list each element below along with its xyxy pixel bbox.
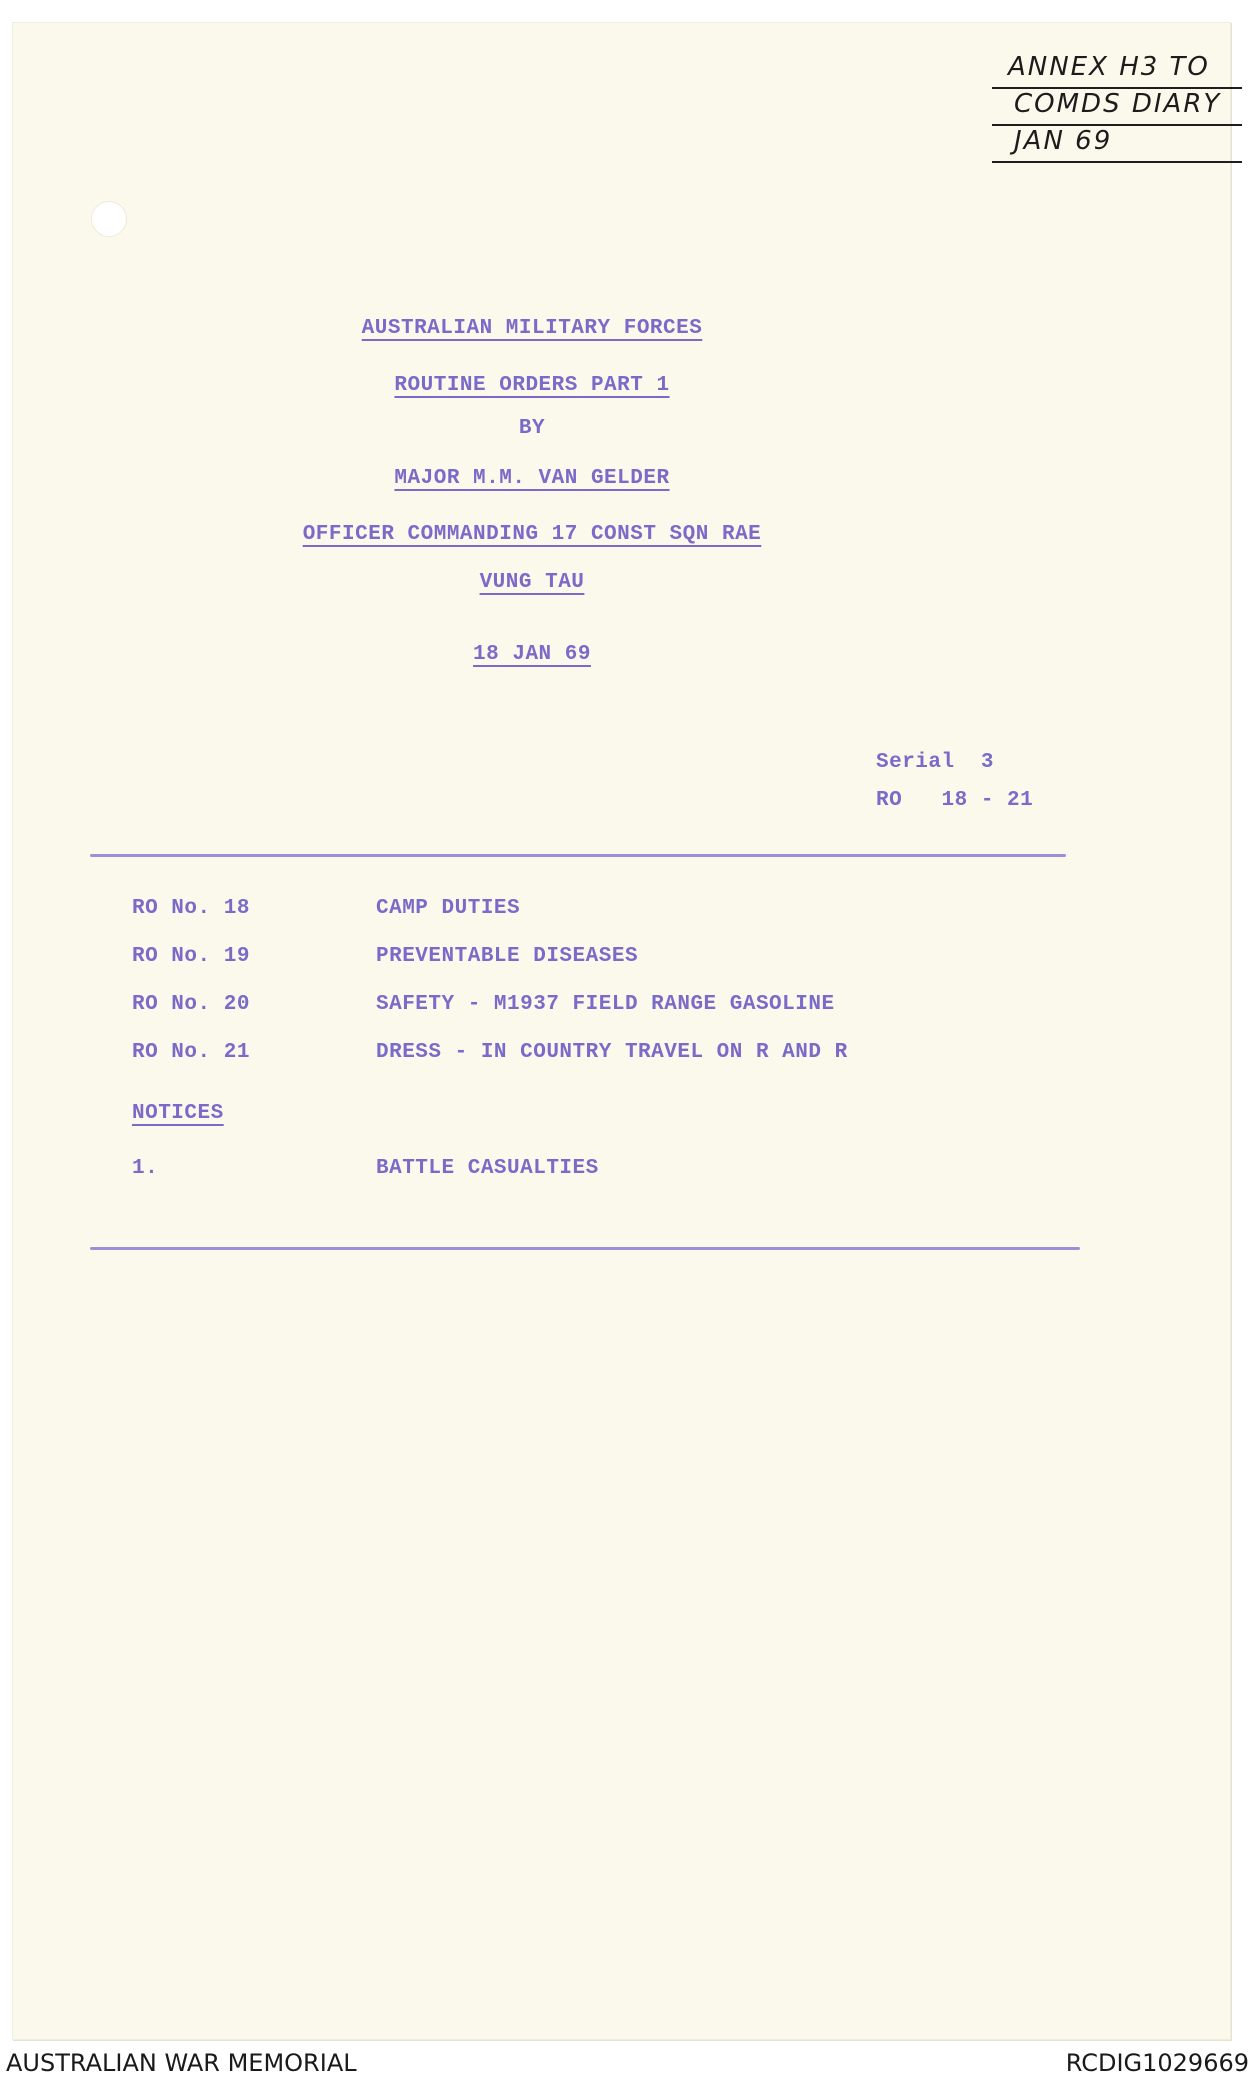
annotation-line-3: JAN 69 [992, 126, 1242, 163]
orders-list [132, 884, 1032, 1076]
top-divider [90, 854, 1066, 857]
notices-heading: NOTICES [132, 1102, 224, 1125]
footer-record-id: RCDIG1029669 [1065, 2049, 1249, 2077]
archive-footer [0, 2044, 1257, 2082]
heading-title: ROUTINE ORDERS PART 1 [394, 374, 670, 397]
order-number: RO No. 18 [132, 896, 250, 920]
notice-number: 1. [132, 1156, 159, 1180]
order-title: CAMP DUTIES [376, 896, 521, 920]
heading-block [12, 317, 1052, 683]
order-title: PREVENTABLE DISEASES [376, 944, 639, 968]
serial-block [876, 744, 1033, 820]
order-number: RO No. 19 [132, 944, 250, 968]
heading-officer-role: OFFICER COMMANDING 17 CONST SQN RAE [302, 523, 762, 546]
order-title: DRESS - IN COUNTRY TRAVEL ON R AND R [376, 1040, 848, 1064]
order-title: SAFETY - M1937 FIELD RANGE GASOLINE [376, 992, 835, 1016]
order-row [132, 980, 1032, 1028]
order-number: RO No. 21 [132, 1040, 250, 1064]
heading-officer-name: MAJOR M.M. VAN GELDER [394, 467, 670, 490]
heading-by: BY [518, 417, 546, 440]
serial-ro-range: RO 18 - 21 [876, 789, 1034, 812]
annotation-line-1: ANNEX H3 TO [992, 52, 1242, 89]
notice-row [132, 1148, 599, 1188]
notice-title: BATTLE CASUALTIES [376, 1156, 599, 1180]
order-row [132, 932, 1032, 980]
order-number: RO No. 20 [132, 992, 250, 1016]
heading-date: 18 JAN 69 [473, 643, 591, 666]
heading-location: VUNG TAU [479, 571, 585, 594]
order-row [132, 884, 1032, 932]
heading-organisation: AUSTRALIAN MILITARY FORCES [361, 317, 703, 340]
punch-hole [92, 202, 126, 236]
footer-source: AUSTRALIAN WAR MEMORIAL [6, 2049, 357, 2077]
bottom-divider [90, 1247, 1080, 1250]
serial-number: Serial 3 [876, 751, 994, 774]
order-row [132, 1028, 1032, 1076]
document-page [12, 22, 1231, 2040]
annotation-line-2: COMDS DIARY [992, 89, 1242, 126]
handwritten-annotation [992, 52, 1242, 163]
